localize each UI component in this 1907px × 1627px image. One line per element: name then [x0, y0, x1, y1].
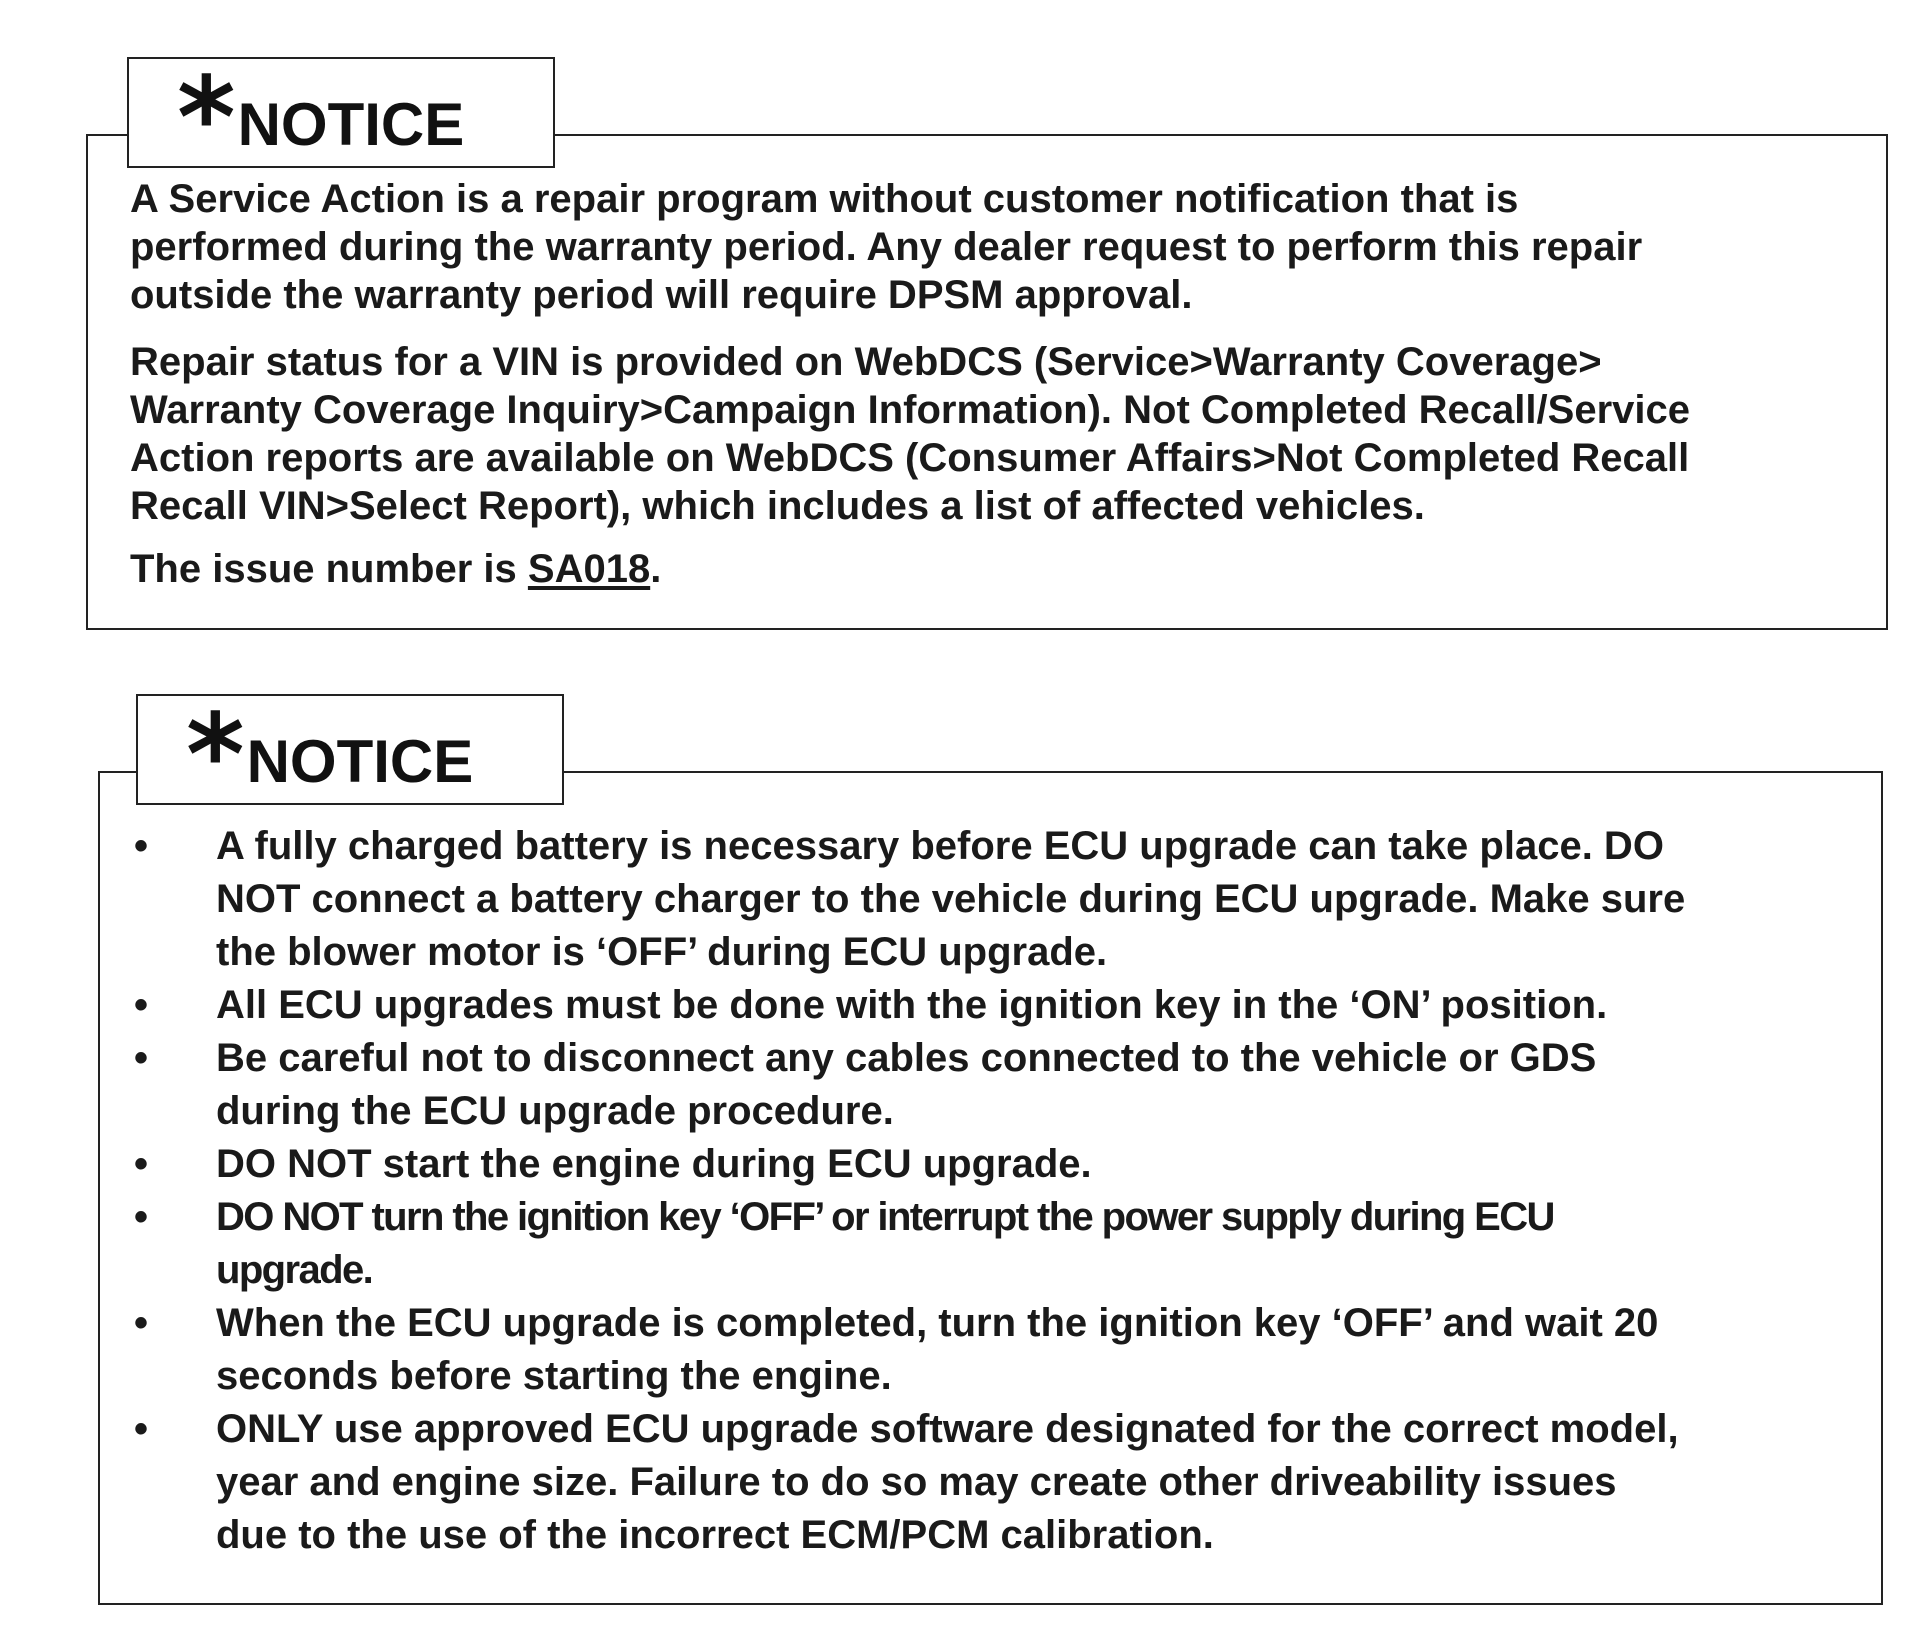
- list-item: • ONLY use approved ECU upgrade software designated for the correct model, year and engine size. Failure to do so may create other driveability issues due to the use of the incorrect ECM/PCM calibration.: [130, 1403, 1867, 1562]
- list-item: • DO NOT turn the ignition key ‘OFF’ or interrupt the power supply during ECU upgrade.: [130, 1191, 1867, 1297]
- asterisk-icon: *: [177, 53, 236, 184]
- bullet-icon: •: [134, 1301, 149, 1345]
- bullet-icon: •: [134, 983, 149, 1027]
- issue-number-prefix: The issue number is: [130, 547, 528, 591]
- asterisk-icon: *: [186, 690, 245, 821]
- bullet-icon: •: [134, 1036, 149, 1080]
- notice-tab-2: [136, 690, 564, 821]
- list-item: • All ECU upgrades must be done with the ignition key in the ‘ON’ position.: [130, 979, 1867, 1032]
- bullet-icon: •: [134, 1195, 149, 1239]
- issue-number-line: The issue number is SA018.: [130, 547, 662, 591]
- repair-status-paragraph: Repair status for a VIN is provided on WebDCS (Service>Warranty Coverage> Warranty Coverage Inquiry>Campaign Information). Not Completed Recall/Service Action reports are available on WebDCS (Consumer Affairs>Not Completed Recall Recall VIN>Select Report), which includes a list of affected vehicles.: [130, 340, 1690, 528]
- bullet-icon: •: [134, 1407, 149, 1451]
- list-item: • A fully charged battery is necessary before ECU upgrade can take place. DO NOT connect a battery charger to the vehicle during ECU upgrade. Make sure the blower motor is ‘OFF’ during ECU upgrade.: [130, 820, 1867, 979]
- notice-title: NOTICE: [237, 90, 465, 158]
- notice-title: NOTICE: [246, 727, 474, 795]
- bullet-icon: •: [134, 1142, 149, 1186]
- list-item: • Be careful not to disconnect any cables connected to the vehicle or GDS during the ECU upgrade procedure.: [130, 1032, 1867, 1138]
- service-action-paragraph: A Service Action is a repair program without customer notification that is performed during the warranty period. Any dealer request to perform this repair outside the warranty period will require DPSM approval.: [130, 177, 1643, 317]
- list-item: • DO NOT start the engine during ECU upgrade.: [130, 1138, 1867, 1191]
- issue-number: SA018: [527, 547, 651, 591]
- ecu-upgrade-precautions-list: [130, 820, 1867, 1562]
- notice-tab-1: [127, 53, 555, 184]
- bullet-icon: •: [134, 824, 149, 868]
- list-item: • When the ECU upgrade is completed, turn the ignition key ‘OFF’ and wait 20 seconds before starting the engine.: [130, 1297, 1867, 1403]
